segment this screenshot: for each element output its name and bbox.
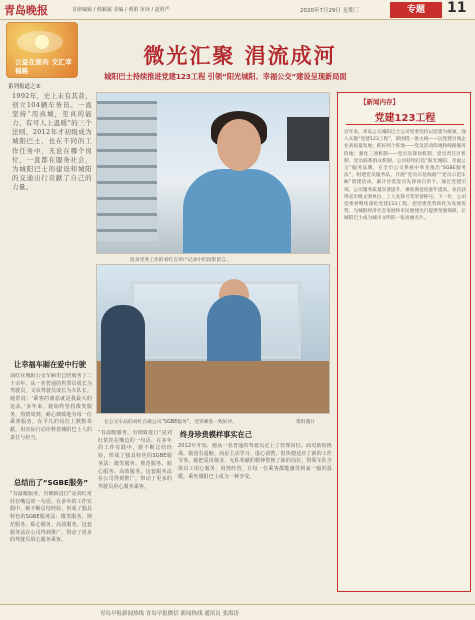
article-headline: 微光汇聚 涓流成河 xyxy=(143,43,337,68)
photo-office xyxy=(96,92,330,254)
sidebar-tag: 【新闻内存】 xyxy=(360,98,399,106)
photo-service-window xyxy=(96,264,330,414)
section-body-3: 2012年开始，她从一名普通的驾驶员走上了管理岗位。面对新的挑战，她没有退缩，而是主动学习、虚心请教，很快便适应了新的工作节奏。她把爱岗敬业、无私奉献的精神带到了新的岗位，带领车队全体员工用心服务，用情经营，让每一位乘客都能感受到家一般的温暖，乘坐城阳巴士成为一种享受。 xyxy=(178,443,332,480)
intro-column xyxy=(12,92,92,352)
article-subheadline: 城阳巴士持续推进党建123工程 引领“阳光城阳、幸福公交”建设呈现新局面 xyxy=(104,72,347,81)
masthead-bar xyxy=(0,0,475,20)
page-footer xyxy=(0,604,475,620)
section-body-1: 刘红在城阳公交车厢里已经服务了二十余年，从一名普通的售票员成长为驾驶员，又从驾驶员成长为车队长。她常说：‘乘客的满意就是我最大的追求。’多年来，她始终坚持微笑服务，热情周到，耐心细致地为每一位乘客服务，在平凡的岗位上默默奉献，用实际行动诠释着城阳巴士人的责任与担当。 xyxy=(10,373,92,441)
footer-text: 青岛早报新闻热线 青岛早报微信 新闻热线 通讯员 张海涛 xyxy=(100,611,239,617)
section-heading-3: 终身珍贵模样事实在己 xyxy=(180,430,252,439)
series-number: 系列报道之③ xyxy=(8,84,41,90)
section-body-2: “有温暖服务，有细致进行”是刘红常挂在嘴边的一句话。在多年的工作实践中，她不断总结经验，形成了独具特色的SGBE服务法：微笑服务、规范服务、贴心服务、高效服务。这套服务法在公司得到推广，带动了更多的驾驶员用心服务乘客。 xyxy=(10,491,92,544)
series-logo-image xyxy=(6,22,78,78)
issue-date: 2020年7月29日 星期三 xyxy=(300,8,360,14)
page-number: 11 xyxy=(447,0,467,16)
newspaper-logo: 青岛晚报 xyxy=(4,4,48,17)
section-body-2-continued: “有温暖服务，有细致进行”是刘红常挂在嘴边的一句话。在多年的工作实践中，她不断总结经验，形成了独具特色的SGBE服务法：微笑服务、规范服务、贴心服务、高效服务。这套服务法在公司得到推广，带动了更多的驾驶员用心服务乘客。 xyxy=(98,430,172,490)
intro-paragraph: 1992年，史上未有其昔，创立104辆车务员。一直坚持“用真城，至真的能力，有可人上温暖”的三个法则，2012年才初级成为城阳巴士，也在不同的工作任务中，无论在哪个岗位，一直都在服务社会，为城阳巴士的建设和城阳的交通出行贡献了自己的力量。 xyxy=(12,92,92,191)
section-topic-badge: 专题 xyxy=(390,2,442,18)
section-heading-2: 总结出了“SGBE服务” xyxy=(14,478,89,487)
sidebar-divider xyxy=(346,124,464,125)
sidebar-title: 党建123工程 xyxy=(374,113,436,124)
photo-office-caption: 投身党务工作的刘红在用户记录中的留影留言。 xyxy=(130,258,231,263)
photo-credit: 资料图片 xyxy=(296,420,316,425)
photo-service-caption: 在公交车站的刘红在做公司“SGBE服务”，受到乘客一致好评。 xyxy=(104,420,238,425)
sidebar-panel xyxy=(337,92,471,592)
series-logo-text: 公益在面向 交汇幸福路 xyxy=(15,58,72,75)
section-heading-1: 让幸福车厢在爱中行驶 xyxy=(14,360,86,369)
editor-credits: 首席编辑 / 韩颖斌 美编 / 黄娟 审读 / 赵胜严 xyxy=(72,7,170,13)
sidebar-body: 近年来，青岛公交城阳巴士公司党委坚持以党建为统领，深入实施“党建123工程”，即围绕一条主线——以党建引领企业高质量发展；抓好两个阵地——党员活动阵地和线路服务阵地；强化三项机制——党员先锋岗机制、党员责任区机制、党员联系群众机制。公司持续打造“阳光城阳、幸福公交”服务品牌，在全市公交系统中率先推出“SGBE服务法”，组建党员服务队，开展“党员示范线路”“党员示范车厢”创建活动，累计评选党员先锋岗百余个。通过党建引领，公司服务质量显著提升，乘客满意度逐年提高，多次获得省市级文明单位、工人先锋号等荣誉称号。下一步，公司党委将继续深化党建123工程，把党建优势转化为发展优势，为城阳经济社会发展和市民便捷出行提供坚强保障，让城阳巴士成为城市文明的一张亮丽名片。 xyxy=(344,130,466,222)
